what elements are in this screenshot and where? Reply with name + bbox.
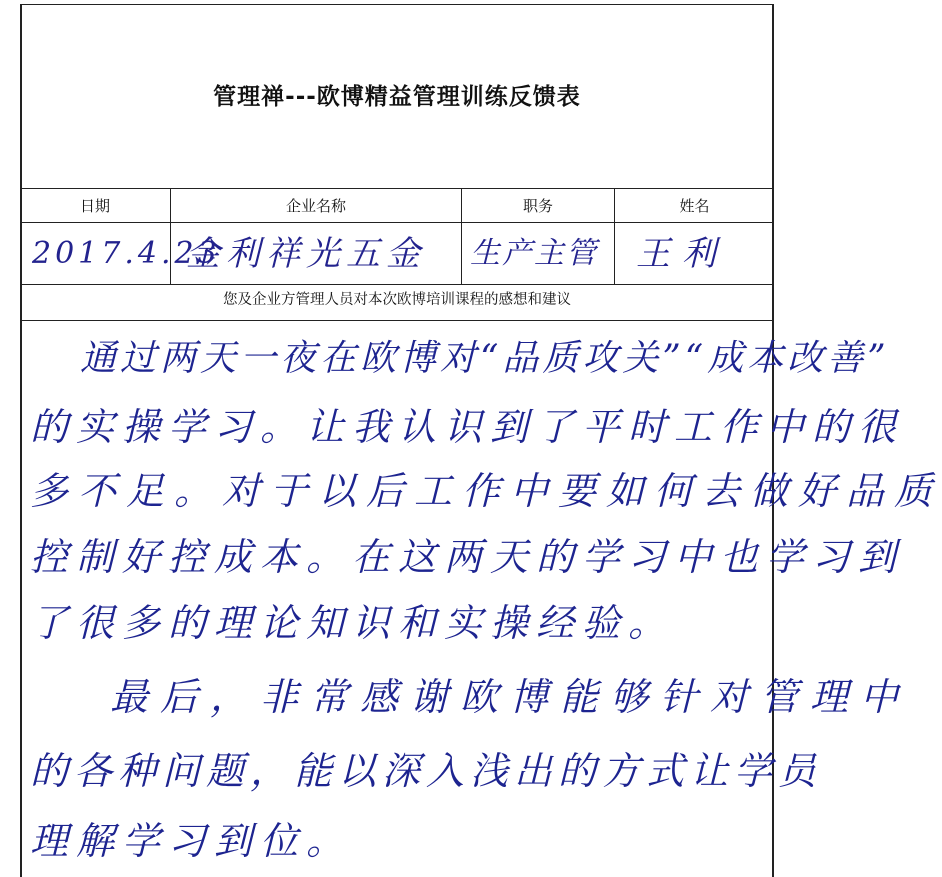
feedback-line: 通过两天一夜在欧博对“品质攻关”“成本改善” [80,338,890,379]
feedback-prompt: 您及企业方管理人员对本次欧博培训课程的感想和建议 [223,292,571,308]
rule-info-bottom [20,284,774,285]
feedback-line: 了很多的理论知识和实操经验。 [30,601,675,645]
rule-subtitle-bottom [20,320,774,321]
header-date: 日期 [79,197,110,215]
header-name: 姓名 [679,197,710,215]
header-company: 企业名称 [285,197,346,215]
feedback-line: 的实操学习。让我认识到了平时工作中的很 [30,405,905,449]
handwritten-date: 2017.4.23 [32,236,221,271]
handwritten-name: 王利 [636,234,728,274]
handwritten-position: 生产主管 [470,236,598,271]
form-title: 管理禅---欧博精益管理训练反馈表 [213,84,581,110]
feedback-line: 的各种问题，能以深入浅出的方式让学员 [30,749,823,793]
rule-header-bottom [20,222,774,223]
feedback-line: 理解学习到位。 [30,819,353,863]
header-position: 职务 [522,197,553,215]
feedback-line: 最后，非常感谢欧博能够针对管理中 [110,675,911,719]
feedback-line: 控制好控成本。在这两天的学习中也学习到 [30,535,905,579]
feedback-line: 多不足。对于以后工作中要如何去做好品质 [30,469,942,513]
rule-header-top [20,188,774,189]
handwritten-company: 金利祥光五金 [186,234,426,274]
